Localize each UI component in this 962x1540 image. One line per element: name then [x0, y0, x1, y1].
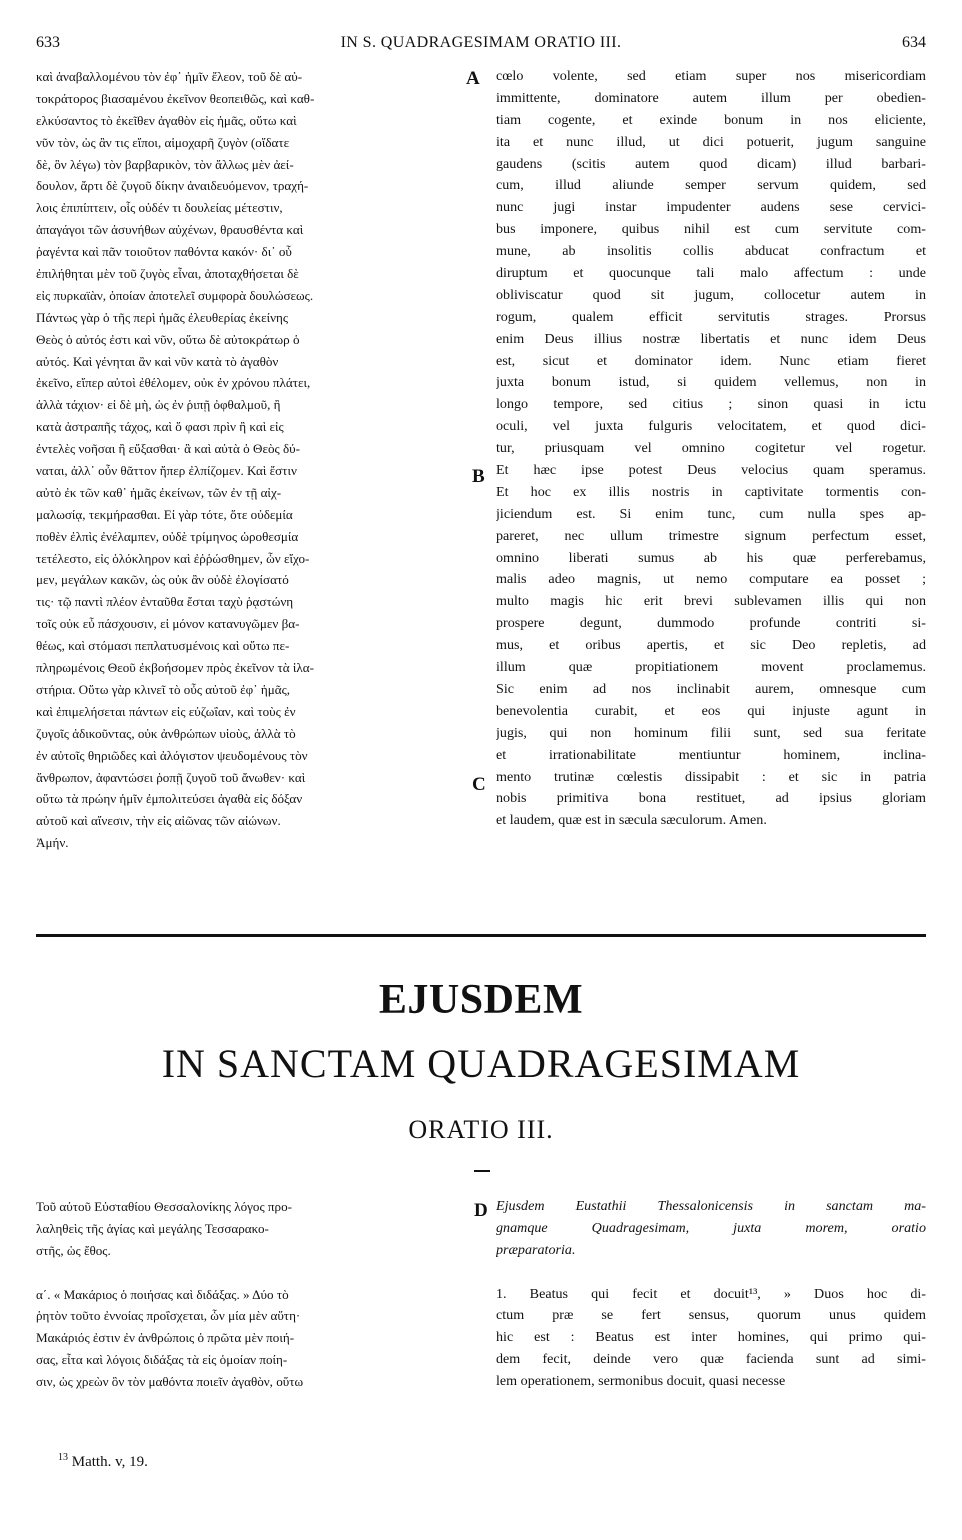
latin-text-line: Et hæc ipse potest Deus velocius quam speramus. — [496, 462, 926, 479]
greek-text-line: ῥητὸν τοῦτο ἐννοίας προΐσχεται, ὧν μία μὲν αὕτη· — [36, 1308, 301, 1324]
greek-text-line: πληρωμένοις Θεοῦ ἐκβοήσομεν πρὸς ἐκεῖνον τὰ ἱλα- — [36, 660, 314, 676]
latin-text-line: gaudens (scitis autem quod dicam) illud barbari- — [496, 155, 926, 172]
greek-text-line: σας, εἶτα καὶ λόγοις διδάξας τὰ εἰς ὁμοίαν ποίη- — [36, 1352, 288, 1368]
latin-text-line: nunc jugi instar impudenter audens sese cervici- — [496, 199, 926, 216]
greek-text-line: σιν, ὡς χρεὼν ὃν τὸν μαθόντα ποιεῖν ἀγαθὸν, οὕτω — [36, 1374, 304, 1390]
greek-text-line: ἄνθρωπον, ἀφαντώσει ῥοπῇ ζυγοῦ τοῦ ἄνωθεν· καὶ — [36, 769, 306, 785]
latin-text-line: nobis primitiva bona restituet, ad ipsius gloriam — [496, 790, 926, 807]
greek-text-line: εἰς πυρκαϊὰν, ὁποίαν ἀποτελεῖ συμφορὰ δουλώσεως. — [36, 287, 314, 303]
section-title-main: IN SANCTAM QUADRAGESIMAM — [161, 1041, 801, 1086]
latin-text-line: hic est : Beatus est inter homines, qui primo qui- — [496, 1329, 926, 1346]
greek-text-line: αὐτός. Καὶ γένηται ἂν καὶ νῦν κατὰ τὸ ἀγαθὸν — [36, 353, 279, 369]
greek-text-line: δουλον, ἄρτι δὲ ζυγοῦ δίκην ἀναιδευόμενον, τραχή- — [36, 178, 309, 194]
greek-text-line: ζυγοῖς ἀδικοῦντας, οὐκ ἀνθρώπων υἱοὺς, ἀλλὰ τὸ — [36, 725, 296, 741]
latin-text-line: mune, ab insolitis collis abducat confractum et — [496, 243, 926, 260]
latin-body-bottom — [496, 1284, 926, 1393]
latin-text-line: ctum præ se fert sensus, quorum unus quidem — [496, 1307, 926, 1324]
latin-text-line: mus, et oribus apertis, et sic Deo repletis, ad — [496, 637, 926, 654]
greek-text-line: ἀλλὰ τάχιον· εἰ δὲ μὴ, ὡς ἐν ῥιπῇ ὀφθαλμοῦ, ἢ — [36, 397, 281, 413]
latin-text-line: pareret, nec ullum trimestre signum perfectum esset, — [496, 527, 926, 544]
latin-text-line: dem fecit, deinde vero quæ facienda sunt ad simi- — [496, 1351, 926, 1368]
page-number-right: 634 — [902, 34, 926, 51]
latin-heading-line: præparatoria. — [496, 1241, 576, 1258]
greek-text-line: ἐκεῖνο, εἴπερ αὐτοὶ ἐθέλομεν, οὐκ ἐν χρόνου πλάτει, — [36, 375, 311, 391]
latin-text-line: Et hoc ex illis nostris in captivitate tormentis con- — [496, 483, 926, 500]
greek-text-line: μεν, μεγάλων κακῶν, ὡς οὐκ ἂν οὐδὲ ἐλογίσατό — [36, 572, 289, 588]
greek-text-line: μαλωσίᾳ, τεκμήρασθαι. Εἰ γὰρ τότε, ὅτε οὐδεμία — [36, 506, 293, 522]
latin-text-line: omnino liberati sumus ab his quæ perferebamus, — [496, 549, 926, 566]
section-title-ejusdem: EJUSDEM — [378, 977, 584, 1023]
spacer-line — [496, 1262, 926, 1284]
greek-text-line: Μακάριός ἐστιν ἐν ἀνθρώποις ὁ πρῶτα μὲν ποιή- — [36, 1330, 295, 1346]
latin-text-line: et laudem, quæ est in sæcula sæculorum. Amen. — [496, 812, 767, 829]
latin-text-line: 1. Beatus qui fecit et docuit¹³, » Duos hoc di- — [496, 1285, 926, 1302]
greek-text-line: τοῖς οὐκ εὖ πάσχουσιν, εἰ μόνον κατανυγῶμεν βα- — [36, 616, 300, 632]
greek-text-line: Ἀμήν. — [36, 835, 69, 851]
latin-heading-line: Ejusdem Eustathii Thessalonicensis in sanctam ma- — [496, 1198, 926, 1214]
margin-marker-d: D — [474, 1200, 488, 1221]
page-header — [36, 34, 926, 56]
latin-text-line: est, sicut et dominator idem. Nunc etiam fieret — [496, 352, 926, 369]
margin-marker-c: C — [472, 774, 486, 795]
greek-text-line: Τοῦ αὐτοῦ Εὐσταθίου Θεσσαλονίκης λόγος προ- — [36, 1199, 292, 1214]
latin-text-line: illum quæ propitiationem movent proclamemus. — [496, 659, 926, 676]
latin-text-line: cœlo volente, sed etiam super nos misericordiam — [496, 68, 926, 84]
greek-text-line: ναται, ἀλλ᾽ οὖν θᾶττον ἤπερ ἐλπίζομεν. Καὶ ἔστιν — [36, 463, 297, 479]
latin-text-line: jiciendum est. Si enim tunc, cum nulla spes ap- — [496, 505, 926, 522]
running-title: IN S. QUADRAGESIMAM ORATIO III. — [340, 34, 622, 51]
greek-text-line: δὲ, ὃν λέγω) τὸν βαρβαρικὸν, τὸν ἄλλως μὲν ἀεί- — [36, 156, 294, 172]
greek-text-line: τις· τῷ παντὶ πλέον ἐνταῦθα ἔσται ταχὺ ῥᾳστώνη — [36, 594, 294, 610]
latin-text-line: juxta bonum istud, si quidem vellemus, non in — [496, 374, 926, 391]
latin-heading-line: gnamque Quadragesimam, juxta morem, oratio — [496, 1219, 926, 1236]
greek-text-line — [36, 1262, 478, 1284]
latin-text-line: lem operationem, sermonibus docuit, quasi necesse — [496, 1373, 786, 1390]
greek-text-line: Πάντως γὰρ ὁ τῆς περὶ ἡμᾶς ἐλευθερίας ἐκείνης — [36, 309, 289, 325]
latin-text-line: tiam cogente, et exinde bonum in nos eliciente, — [496, 111, 926, 128]
latin-text-line: jugis, qui non hominum filii sunt, sed sua feritate — [496, 724, 926, 741]
greek-text-line: αὐτοῦ καὶ αἴνεσιν, τὴν εἰς αἰῶνας τῶν αἰώνων. — [36, 813, 281, 829]
footnote-number: 13 — [58, 1452, 68, 1463]
greek-text-line: ἐν αὐτοῖς θηριῶδες καὶ ἀλόγιστον ψευδομένους τὸν — [36, 747, 308, 763]
greek-text-line: λαληθεὶς τῆς ἁγίας καὶ μεγάλης Τεσσαρακο- — [36, 1220, 269, 1236]
greek-text-line: στῆς, ὡς ἔθος. — [36, 1242, 111, 1258]
latin-column-top — [496, 66, 926, 832]
page-number-left: 633 — [36, 34, 60, 51]
greek-text-line: νῦν τὸν, ὡς ἂν τις εἴποι, αἱμοχαρῆ ζυγὸν (οἴδατε — [36, 134, 290, 150]
greek-text-line: θέως, καὶ στόμασι πεπλατυσμένοις καὶ οὕτω πε- — [36, 638, 290, 654]
greek-text-line: ῥαγέντα καὶ πᾶν τοιοῦτον παθόντα κακόν· δι᾽ οὗ — [36, 244, 292, 260]
greek-text-line: ποθὲν ἐλπὶς ἐνέλαμπεν, οὐδὲ τρίμηνος ὡροθεσμία — [36, 528, 299, 544]
greek-text-line: α΄. « Μακάριος ὁ ποιήσας καὶ διδάξας. » Δύο τὸ — [36, 1286, 289, 1302]
latin-text-line: cum, illud aliunde semper servum quidem, sed — [496, 177, 926, 194]
greek-text-line: Θεὸς ὁ αὐτός ἐστι καὶ νῦν, οὕτω δὲ αὐτοκράτωρ ὁ — [36, 331, 300, 347]
title-dash — [474, 1170, 490, 1172]
greek-column-top — [36, 66, 478, 854]
latin-text-line: enim Deus illius nostræ libertatis et nunc idem Deus — [496, 330, 926, 347]
section-divider — [36, 934, 926, 937]
latin-text-line: immittente, dominatore autem illum per obedien- — [496, 89, 926, 106]
latin-heading — [496, 1196, 926, 1262]
greek-text-line: ἐπιλήθηται μὲν τοῦ ζυγὸς εἶναι, ἀποταχθήσεται δὲ — [36, 266, 299, 282]
latin-text-line: tur, priusquam vel omnino cogitetur vel rogetur. — [496, 440, 926, 457]
latin-column-bottom — [496, 1196, 926, 1393]
margin-marker-b: B — [472, 466, 485, 487]
greek-text-line: τετέλεστο, εἰς ὁλόκληρον καὶ ἐῤῥώσθημεν, ὧν εἴχο- — [36, 550, 310, 566]
greek-text-line: κατὰ ἀστραπῆς τάχος, καὶ ὅ φασι πρὶν ἢ καὶ εἰς — [36, 419, 284, 435]
greek-text-line: οὕτω τὰ πρώην ἡμῖν ἐμπολιτεύσει ἀγαθὰ εἰς δόξαν — [36, 791, 303, 807]
greek-text-line: ἀπαγάγοι τῶν ἀσυνήθων αὐχένων, θραυσθέντα καὶ — [36, 222, 304, 238]
greek-text-line: ελκύσαντος τὸ ἐκεῖθεν ἀγαθὸν εἰς ἡμᾶς, οὕτω καὶ — [36, 112, 297, 128]
latin-text-line: mento trutinæ cœlestis dissipabit : et sic in patria — [496, 768, 926, 785]
greek-text-line: καὶ ἐπιμελήσεται πάντων εἰς εὐζωΐαν, καὶ τοὺς ἐν — [36, 703, 296, 719]
footnote — [58, 1452, 148, 1471]
latin-text-line: benevolentia curabit, et eos qui injuste agunt in — [496, 702, 926, 719]
greek-text-line: τοκράτορος βιασαμένου ἐκεῖνον θεοπειθῶς, καὶ καθ- — [36, 90, 315, 106]
latin-text-line: ita et nunc illud, ut dici potuerit, jugum sanguine — [496, 133, 926, 150]
footnote-text: Matth. v, 19. — [68, 1454, 148, 1470]
greek-text-line: ἐντελὲς νοῆσαι ἢ εὔξασθαι· ἃ καὶ αὐτὰ ὁ Θεὸς δύ- — [36, 441, 300, 457]
greek-text-line: λοις ἐπιπίπτειν, οἷς οὐδέν τι δουλείας μέτεστιν, — [36, 200, 283, 216]
latin-text-line: malis adeo magnis, ut nemo computare ea posset ; — [496, 571, 926, 588]
latin-text-line: Sic enim ad nos inclinabit aurem, omnesque cum — [496, 680, 926, 697]
greek-text-line: αὐτὸ ἐκ τῶν καθ᾽ ἡμᾶς ἐκείνων, τῶν ἐν τῇ αἰχ- — [36, 484, 282, 500]
greek-column-bottom — [36, 1196, 478, 1393]
greek-text-line: στήρια. Οὕτω γὰρ κλινεῖ τὸ οὖς αὐτοῦ ἐφ᾽ ἡμᾶς, — [36, 681, 291, 697]
latin-text-line: oculi, vel juxta fulguris velocitatem, et quod dici- — [496, 418, 926, 435]
latin-text-line: obliviscatur quod sit jugum, collocetur autem in — [496, 286, 926, 303]
section-title-oratio: ORATIO III. — [408, 1115, 554, 1144]
latin-text-line: diruptum et quocunque tali malo affectum : unde — [496, 265, 926, 282]
latin-text-line: rogum, qualem efficit servitutis strages. Prorsus — [496, 308, 926, 325]
latin-text-line: multo magis hic erit brevi sublevamen illis qui non — [496, 593, 926, 610]
latin-text-line: bus imponere, quibus nihil est cum servitute com- — [496, 221, 926, 238]
latin-text-line: longo tempore, sed citius ; sinon quasi in ictu — [496, 396, 926, 413]
margin-marker-a: A — [466, 68, 480, 89]
greek-text-line: καὶ ἀναβαλλομένου τὸν ἐφ᾽ ἡμῖν ἔλεον, τοῦ δὲ αὐ- — [36, 69, 303, 84]
latin-text-line: prospere degunt, dummodo profunde contriti si- — [496, 615, 926, 632]
latin-text-line: et irrationabilitate mentiuntur hominem, inclina- — [496, 746, 926, 763]
